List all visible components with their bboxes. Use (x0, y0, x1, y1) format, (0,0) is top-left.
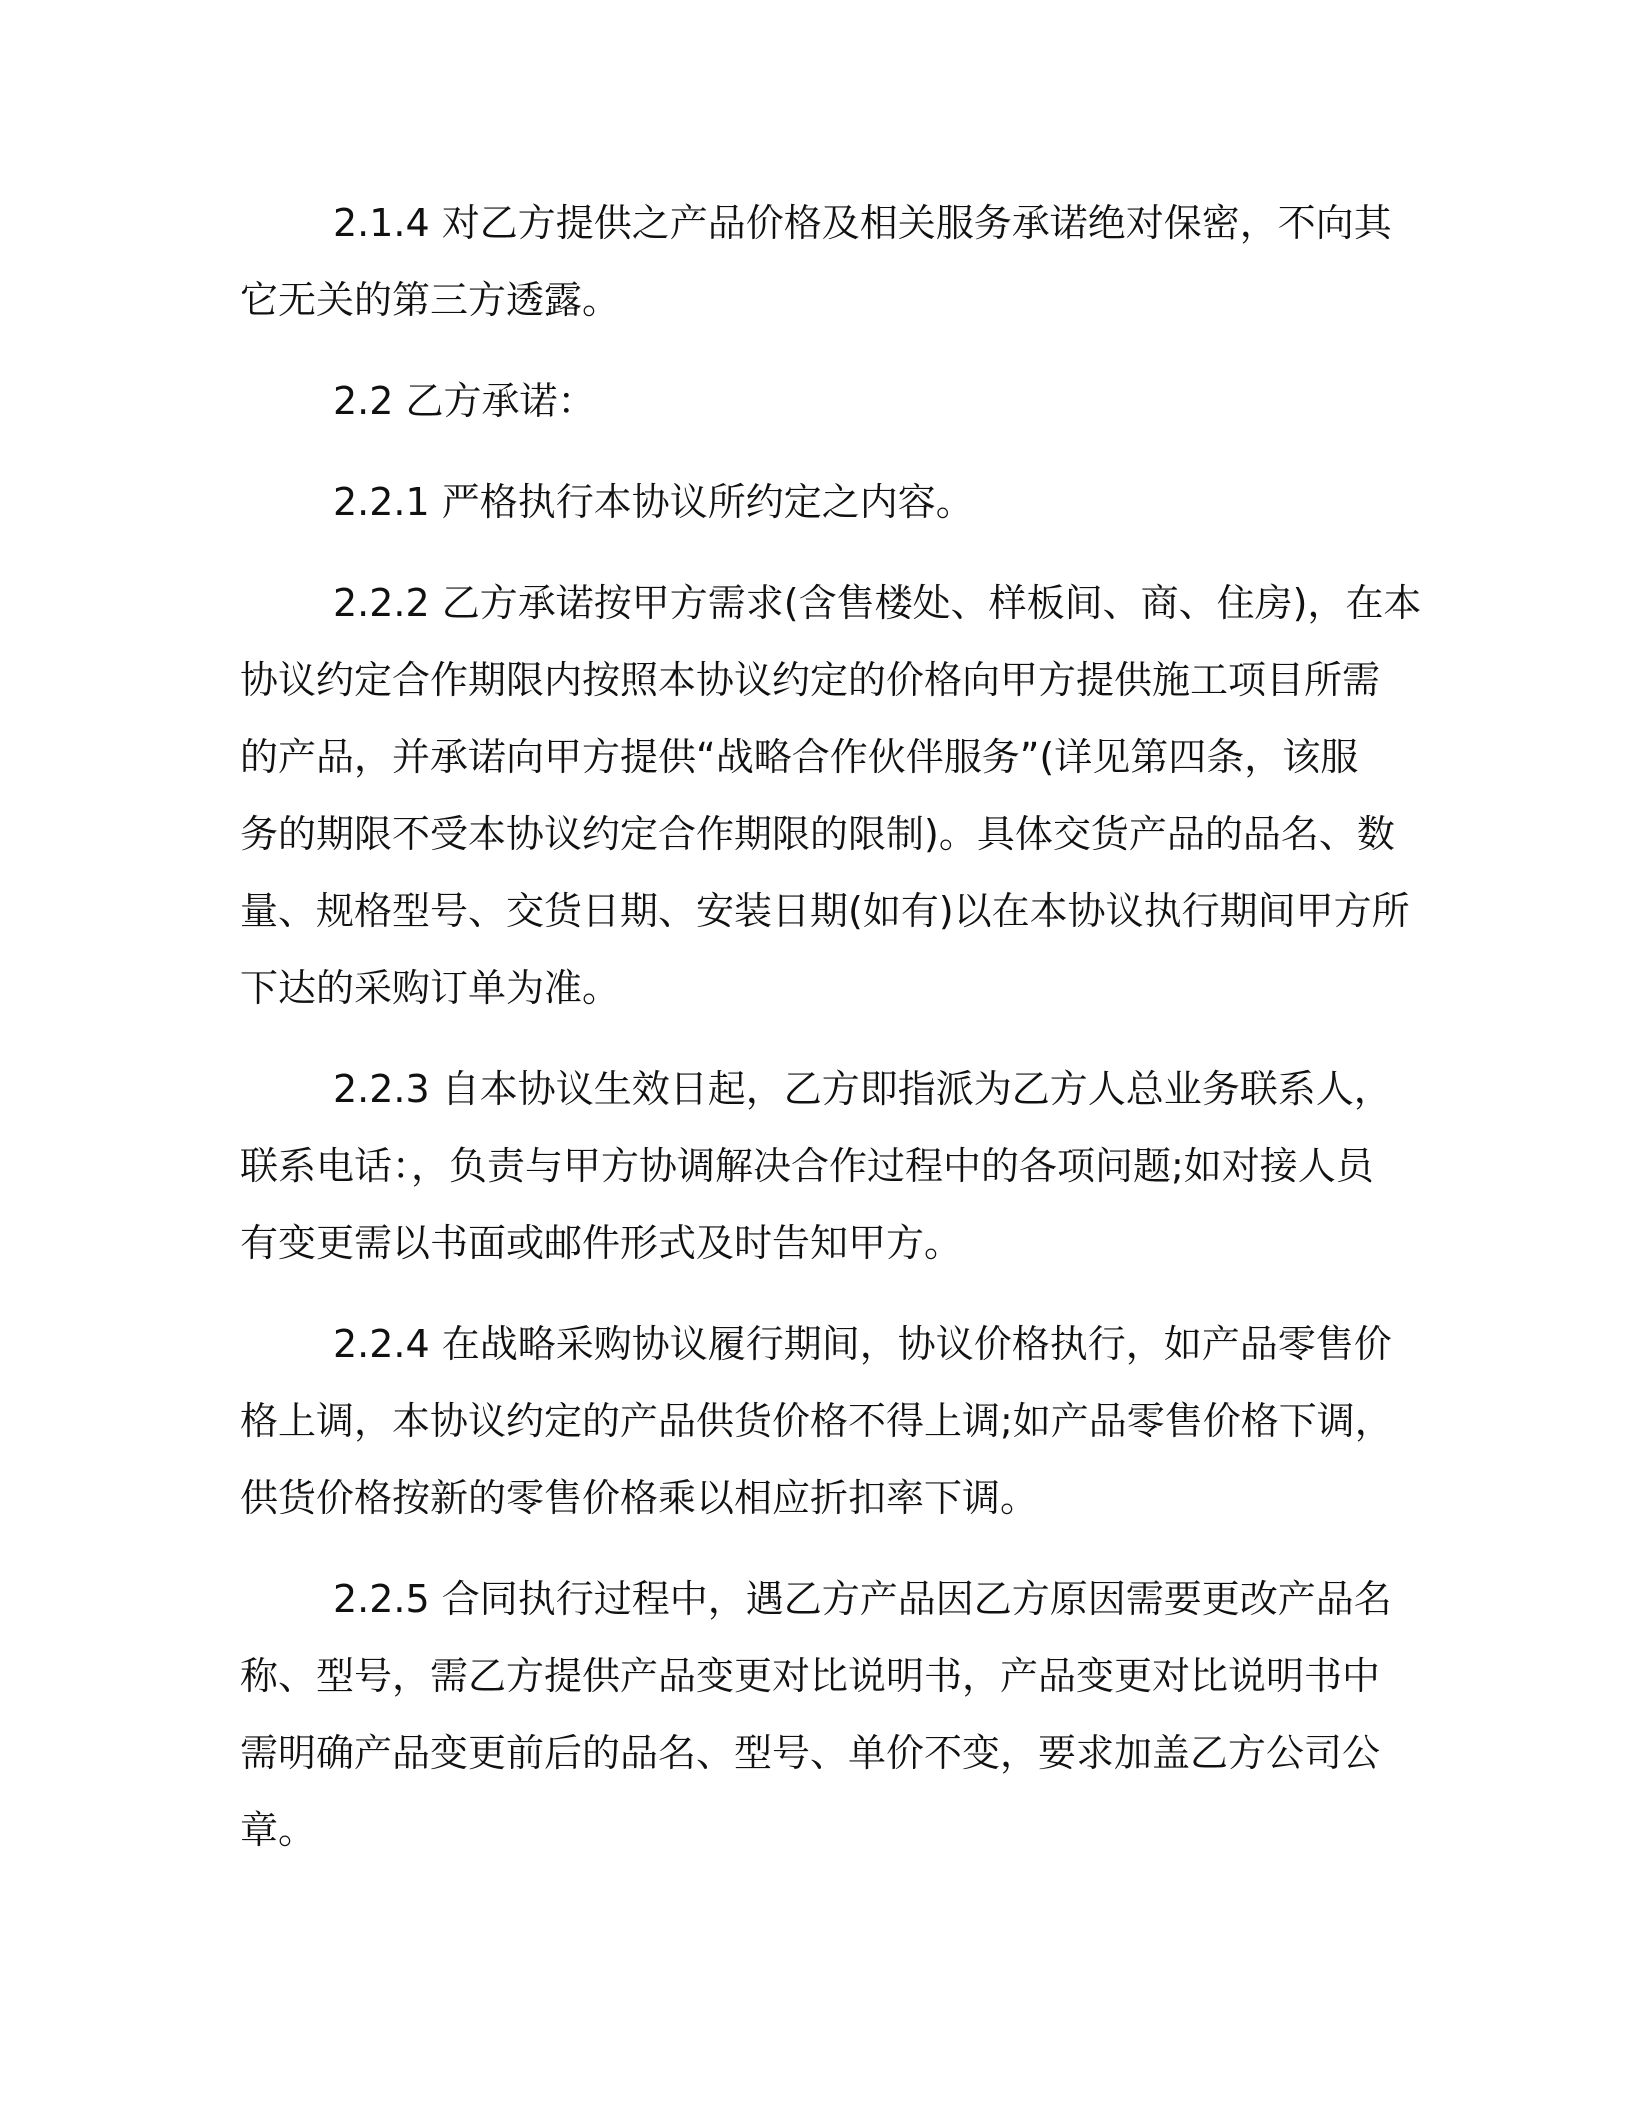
clause-2-2-1 (240, 464, 1400, 541)
clause-2-2-3 (240, 1051, 1400, 1282)
clause-line: 2.2.5 合同执行过程中，遇乙方产品因乙方原因需要更改产品名 (333, 1577, 1392, 1621)
clause-line: 它无关的第三方透露。 (240, 278, 621, 322)
document-body (240, 185, 1422, 1893)
clause-line: 需明确产品变更前后的品名、型号、单价不变，要求加盖乙方公司公 (240, 1731, 1381, 1775)
clause-line: 的产品，并承诺向甲方提供“战略合作伙伴服务”(详见第四条，该服 (240, 735, 1359, 779)
clause-2-2-4 (240, 1306, 1400, 1537)
clause-line: 有变更需以书面或邮件形式及时告知甲方。 (240, 1221, 963, 1265)
clause-2-2-2 (240, 565, 1422, 1027)
clause-line: 2.2.1 严格执行本协议所约定之内容。 (333, 480, 974, 524)
clause-line: 称、型号，需乙方提供产品变更对比说明书，产品变更对比说明书中 (240, 1654, 1381, 1698)
clause-line: 2.1.4 对乙方提供之产品价格及相关服务承诺绝对保密，不向其 (333, 201, 1392, 245)
clause-line: 2.2.4 在战略采购协议履行期间，协议价格执行，如产品零售价 (333, 1322, 1392, 1366)
clause-line: 2.2 乙方承诺： (333, 379, 596, 423)
clause-line: 联系电话：，负责与甲方协调解决合作过程中的各项问题;如对接人员 (240, 1144, 1374, 1188)
clause-line: 章。 (240, 1808, 317, 1852)
clause-line: 务的期限不受本协议约定合作期限的限制)。具体交货产品的品名、数 (240, 812, 1395, 856)
clause-2-2 (240, 363, 1400, 440)
clause-2-1-4 (240, 185, 1400, 339)
clause-line: 下达的采购订单为准。 (240, 966, 621, 1010)
clause-line: 格上调，本协议约定的产品供货价格不得上调;如产品零售价格下调， (240, 1399, 1393, 1443)
clause-line: 供货价格按新的零售价格乘以相应折扣率下调。 (240, 1476, 1039, 1520)
clause-line: 2.2.2 乙方承诺按甲方需求(含售楼处、样板间、商、住房)，在本 (333, 581, 1422, 625)
clause-line: 2.2.3 自本协议生效日起，乙方即指派为乙方人总业务联系人， (333, 1067, 1392, 1111)
clause-2-2-5 (240, 1561, 1400, 1869)
clause-line: 协议约定合作期限内按照本协议约定的价格向甲方提供施工项目所需 (240, 658, 1381, 702)
clause-line: 量、规格型号、交货日期、安装日期(如有)以在本协议执行期间甲方所 (240, 889, 1410, 933)
